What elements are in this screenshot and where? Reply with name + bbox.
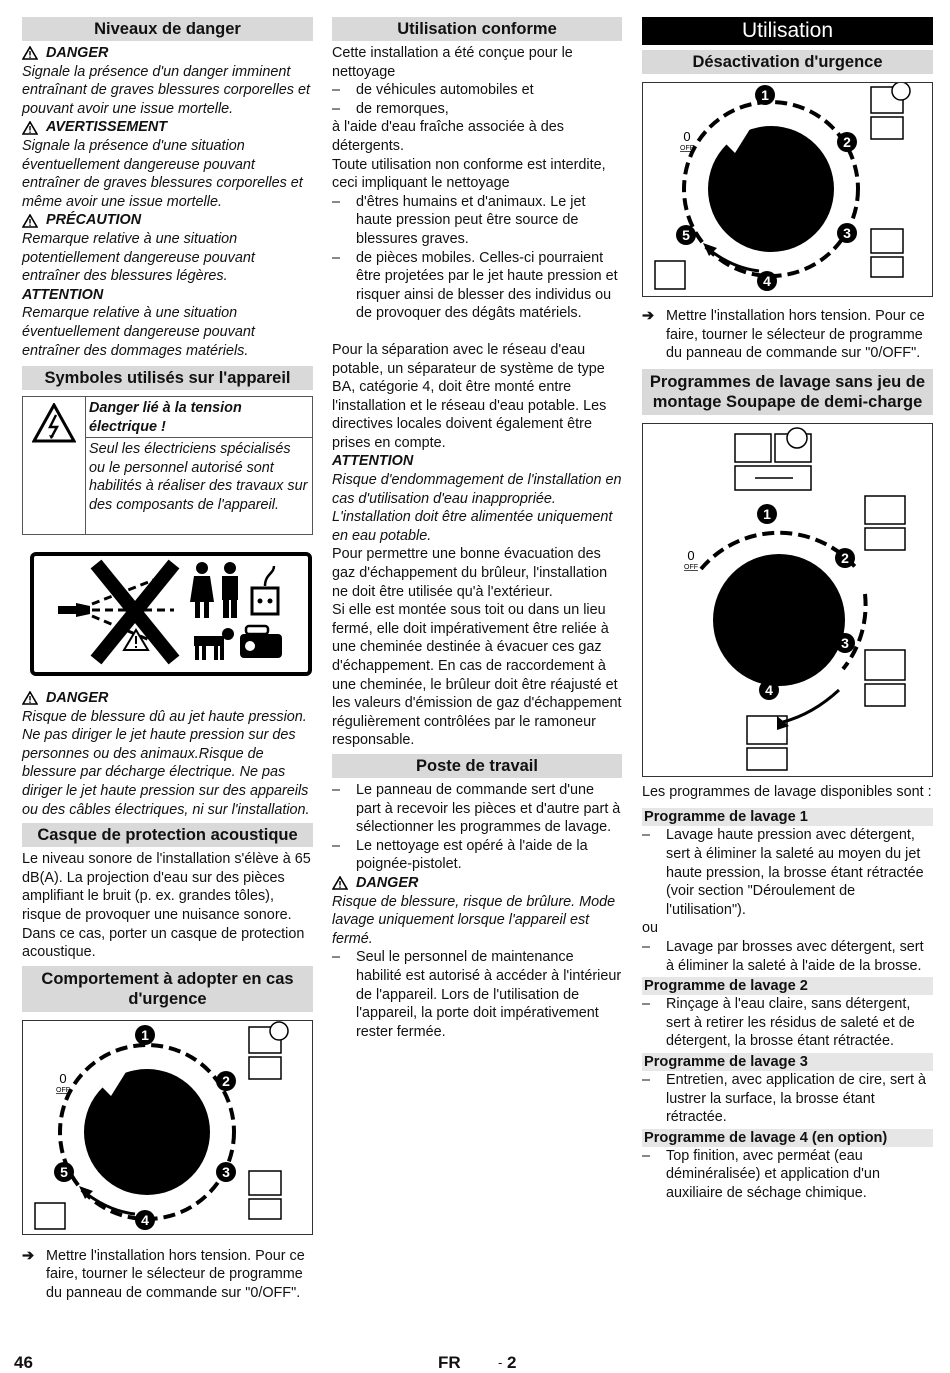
off-label: OFF xyxy=(684,563,698,571)
danger-label: DANGER xyxy=(356,874,419,891)
dial-number-1: 1 xyxy=(763,505,771,522)
heading-danger-levels: Niveaux de danger xyxy=(22,17,313,41)
heading-emergency: Comportement à adopter en cas d'urgence xyxy=(22,966,313,1012)
symbol-table xyxy=(22,396,313,535)
danger-label: DANGER xyxy=(46,45,109,61)
heading-programs: Programmes de lavage sans jeu de montage Soupape de demi-charge xyxy=(642,369,933,415)
list-item: – Top finition, avec perméat (eau déminéralisée) et application d'un auxiliaire de séchage chimique. xyxy=(642,1147,880,1201)
dial-number-4: 4 xyxy=(141,1211,149,1228)
program-dial-figure xyxy=(642,82,933,297)
list-item: – de remorques, xyxy=(332,100,449,117)
dial-knob xyxy=(713,554,845,686)
danger2-label: DANGER xyxy=(46,690,109,707)
person-icon xyxy=(190,562,238,618)
symbol-text: Seul les électriciens spécialisés ou le personnel autorisé sont habilités à réaliser des travaux sur des composants de l'appareil. xyxy=(89,441,308,513)
car-shine-icon xyxy=(655,261,685,289)
dog-icon xyxy=(194,628,234,660)
heading-utilisation: Utilisation xyxy=(642,17,933,45)
off-zero: 0 xyxy=(683,129,691,144)
list-item: – de pièces mobiles. Celles-ci pourraient être projetées par le jet haute pression et risquer ainsi de blesser des individus ou de provoquer des dégâts matériels. xyxy=(332,249,618,322)
heading-deactivation: Désactivation d'urgence xyxy=(642,50,933,74)
off-zero: 0 xyxy=(59,1070,67,1086)
list-item: – d'êtres humains et d'animaux. Le jet haute pression peut être source de blessures graves. xyxy=(332,193,586,247)
high-voltage-icon xyxy=(32,403,76,443)
footer-separator: - xyxy=(498,1355,503,1370)
list-item: – Seul le personnel de maintenance habilité est autorisé à accéder à l'intérieur de l'appareil. Lors de l'utilisation de l'appareil, la porte doit impérativement rester fermée. xyxy=(332,949,622,1040)
danger-text: Signale la présence d'un danger imminent entraînant de graves blessures corporelles et pouvant avoir une issue mortelle. xyxy=(22,63,310,117)
hazard-pictogram xyxy=(30,552,312,676)
programs-intro: Les programmes de lavage disponibles sont : xyxy=(642,783,932,800)
dial-number-4: 4 xyxy=(765,681,773,698)
car-shine-icon xyxy=(35,1203,65,1229)
symbol-title: Danger lié à la tension électrique ! xyxy=(86,397,312,438)
danger-text: Risque de blessure, risque de brûlure. Mode lavage uniquement lorsque l'appareil est fermé. xyxy=(332,893,616,947)
program-4-title: Programme de lavage 4 (en option) xyxy=(642,1129,933,1147)
off-label: OFF xyxy=(680,145,694,152)
warning-triangle-icon xyxy=(22,121,38,135)
program-1-title: Programme de lavage 1 xyxy=(642,808,933,826)
arrow-right-icon: ➔ xyxy=(22,1247,35,1264)
warning-label: AVERTISSEMENT xyxy=(46,119,168,136)
off-marker xyxy=(684,548,698,571)
warning-triangle-icon xyxy=(22,46,38,60)
list-item: – Lavage par brosses avec détergent, sert à éliminer la saleté à l'aide de la brosse. xyxy=(642,938,924,974)
dial-number-2: 2 xyxy=(222,1072,230,1089)
list-item: – Le panneau de commande sert d'une part à recevoir les pièces et d'autre part à sélectionner les programmes de lavage. xyxy=(332,781,621,836)
car-water-drops-icon xyxy=(865,496,905,524)
dial-rotation-arrow xyxy=(707,248,759,271)
emergency-instruction-text: Mettre l'installation hors tension. Pour ce faire, tourner le sélecteur de programme du panneau de commande sur "0/OFF". xyxy=(46,1247,305,1301)
caution-label-row xyxy=(22,211,313,230)
caution-text: Remarque relative à une situation potentiellement dangereuse pouvant entraîner des blessures légères. xyxy=(22,230,255,285)
attention-text: Remarque relative à une situation éventuellement dangereuse pouvant entraîner des dommages matériels. xyxy=(22,305,255,359)
column-right xyxy=(642,17,933,1202)
column-left xyxy=(22,17,313,1303)
dial-number-5: 5 xyxy=(60,1163,68,1180)
dial-number-3: 3 xyxy=(222,1163,230,1180)
chimney-text: Si elle est montée sous toit ou dans un lieu fermé, elle doit impérativement être reliée à une cheminée destinée à évacuer ces gaz d'échappement. En cas de raccordement à une cheminée, le brûleur doit être réajusté et les valeurs d'émission de gaz d'échappement régulièrement contrôlées par le ramoneur responsable. xyxy=(332,602,622,749)
car-water-drops-icon xyxy=(249,1171,281,1195)
socket-icon xyxy=(252,566,278,614)
dial-number-1: 1 xyxy=(141,1026,149,1043)
program-2-title: Programme de lavage 2 xyxy=(642,977,933,995)
nonconform-text: Toute utilisation non conforme est interdite, ceci impliquant le nettoyage xyxy=(332,156,606,192)
spray-lance-icon xyxy=(249,1199,281,1219)
warning-triangle-icon xyxy=(332,876,348,890)
use-intro: Cette installation a été conçue pour le nettoyage xyxy=(332,45,573,80)
or-text: ou xyxy=(642,920,659,937)
dial-number-2: 2 xyxy=(841,549,849,566)
warning-triangle-icon xyxy=(22,691,38,705)
dial-number-3: 3 xyxy=(843,225,851,241)
caution-label: PRÉCAUTION xyxy=(46,212,142,229)
section-number: 2 xyxy=(507,1353,517,1372)
helmet-text: Le niveau sonore de l'installation s'élève à 65 dB(A). La projection d'eau sur des pièces amplifiant le bruit (p. ex. grandes tôles), risque de provoquer une nuisance sonore. Dans ce cas, porter un casque de protection acoustique. xyxy=(22,851,311,961)
list-item: – Entretien, avec application de cire, sert à lustrer la surface, la brosse étant rétractée. xyxy=(642,1071,926,1126)
language-code: FR xyxy=(438,1353,461,1372)
column-middle xyxy=(332,17,622,1041)
warning-triangle-icon xyxy=(22,214,38,228)
deactivation-instruction-text: Mettre l'installation hors tension. Pour ce faire, tourner le sélecteur de programme du panneau de commande sur "0/OFF". xyxy=(666,308,925,362)
danger-label-row xyxy=(22,44,313,63)
danger-label-row xyxy=(332,874,622,893)
heading-symbols: Symboles utilisés sur l'appareil xyxy=(22,366,313,390)
attention-label: ATTENTION xyxy=(332,453,414,470)
dial-knob xyxy=(84,1069,210,1195)
spray-lance-icon xyxy=(865,684,905,706)
exhaust-text: Pour permettre une bonne évacuation des gaz d'échappement du brûleur, l'installation ne doit être utilisée qu'à l'extérieur. xyxy=(332,546,608,600)
list-item: – de véhicules automobiles et xyxy=(332,82,534,99)
attention-label: ATTENTION xyxy=(22,286,104,303)
attention-text: Risque d'endommagement de l'installation en cas d'utilisation d'eau inappropriée. L'installation doit être alimentée uniquement en eau potable. xyxy=(332,472,622,544)
dial-rotation-arrow xyxy=(783,690,839,722)
dial-rotation-arrow xyxy=(83,1191,135,1214)
warning-text: Signale la présence d'une situation éventuellement dangereuse pouvant entraîner de graves blessures corporelles et même avoir une issue mortelle. xyxy=(22,137,303,210)
program-dial-figure xyxy=(22,1020,313,1235)
device-icon xyxy=(240,626,282,658)
car-shine-icon xyxy=(865,650,905,680)
page-number: 46 xyxy=(14,1353,33,1372)
list-item: – Lavage haute pression avec détergent, sert à éliminer la saleté au moyen du jet haute pression, la brosse étant rétractée (voir section "Déroulement de l'utilisation"). xyxy=(642,827,924,918)
list-item: – Rinçage à l'eau claire, sans détergent, sert à retirer les résidus de saleté et de détergent, la brosse étant rétractée. xyxy=(642,996,915,1050)
deactivation-instruction xyxy=(642,307,933,363)
dial-number-3: 3 xyxy=(841,634,849,651)
car-foam-icon xyxy=(735,434,771,462)
off-marker xyxy=(56,1071,70,1094)
danger2-label-row xyxy=(22,689,313,708)
separation-text: Pour la séparation avec le réseau d'eau potable, un séparateur de système de type BA, catégorie 4, doit être monté entre l'installation et le réseau d'eau potable. Les directives locales doivent également être prises en compte. xyxy=(332,341,607,451)
use-after: à l'aide d'eau fraîche associée à des détergents. xyxy=(332,119,564,154)
dial-number-2: 2 xyxy=(843,134,851,150)
dial-number-1: 1 xyxy=(761,87,769,103)
spray-lance-icon xyxy=(747,748,787,770)
warning-label-row xyxy=(22,118,313,137)
car-water-drops-icon xyxy=(871,229,903,253)
off-zero: 0 xyxy=(687,547,695,563)
heading-workplace: Poste de travail xyxy=(332,754,622,778)
heading-helmet: Casque de protection acoustique xyxy=(22,823,313,847)
heading-intended-use: Utilisation conforme xyxy=(332,17,622,41)
program-3-title: Programme de lavage 3 xyxy=(642,1053,933,1071)
arrow-right-icon: ➔ xyxy=(642,308,655,324)
dial-number-5: 5 xyxy=(682,227,690,243)
emergency-instruction xyxy=(22,1247,313,1303)
off-label: OFF xyxy=(56,1086,70,1094)
list-item: – Le nettoyage est opéré à l'aide de la poignée-pistolet. xyxy=(332,837,588,873)
off-marker xyxy=(680,129,694,152)
spray-lance-icon xyxy=(865,528,905,550)
spray-lance-icon xyxy=(871,117,903,139)
spray-lance-icon xyxy=(249,1057,281,1079)
half-load-dial-figure xyxy=(642,423,933,777)
dial-number-4: 4 xyxy=(763,273,771,289)
spray-lance-icon xyxy=(871,257,903,277)
danger2-text: Risque de blessure dû au jet haute pression. Ne pas diriger le jet haute pression sur des personnes ou des animaux.Risque de blessure par décharge électrique. Ne pas diriger le jet haute pression sur des appareils ou des câbles électriques, ni sur l'installation. xyxy=(22,708,310,818)
